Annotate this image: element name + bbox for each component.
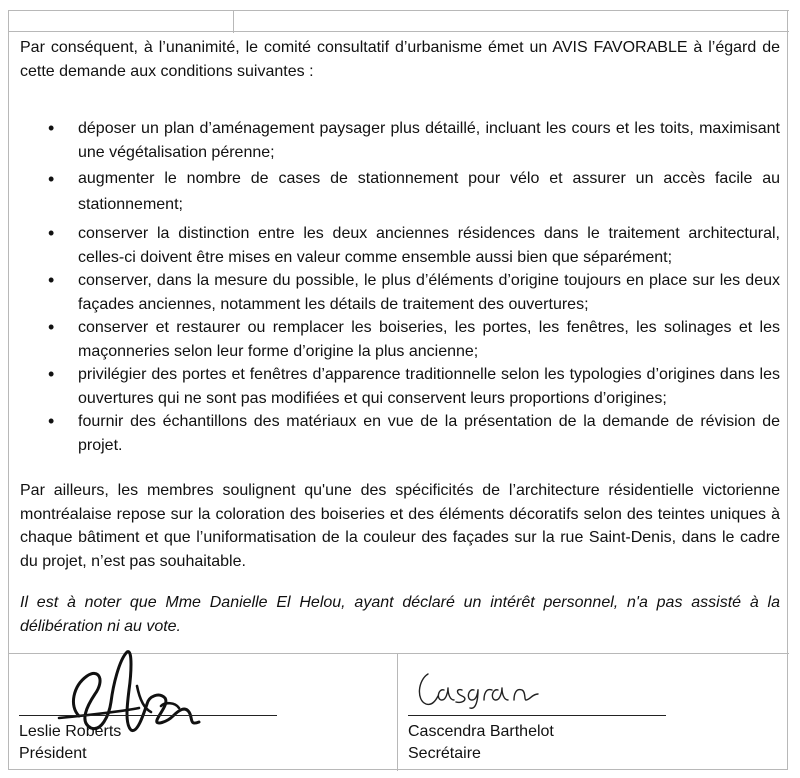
condition-item: • fournir des échantillons des matériaux en vue de la présentation de la demande de révision de projet. (20, 410, 780, 457)
president-signature-block (9, 654, 397, 771)
document-page (8, 10, 788, 770)
decision-body (20, 36, 780, 638)
remark-paragraph: Par ailleurs, les membres soulignent qu'une des spécificités de l’architecture résidentielle victorienne montréalaise repose sur la coloration des boiseries et des éléments décoratifs selon des teintes uniques à chaque bâtiment et que l’uniformatisation de la couleur des façades sur la rue Saint-Denis, dans le cadre du projet, n’est pas souhaitable. (20, 482, 780, 570)
secretary-signature-block (398, 654, 786, 771)
president-role: Président (19, 745, 87, 762)
secretary-signature-line (408, 715, 666, 716)
conflict-note: Il est à noter que Mme Danielle El Helou, ayant déclaré un intérêt personnel, n'a pas assisté à la délibération ni au vote. (20, 594, 780, 635)
secretary-role: Secrétaire (408, 745, 481, 762)
secretary-signature (414, 664, 554, 714)
column-divider (233, 11, 234, 33)
signature-row (9, 653, 789, 770)
intro-paragraph: Par conséquent, à l’unanimité, le comité consultatif d’urbanisme émet un AVIS FAVORABLE à l’égard de cette demande aux conditions suivantes : (20, 39, 780, 80)
condition-item: • conserver, dans la mesure du possible, le plus d’éléments d’origine toujours en place sur les deux façades anciennes, notamment les détails de traitement des ouvertures; (20, 269, 780, 316)
condition-item: • conserver et restaurer ou remplacer les boiseries, les portes, les fenêtres, les solinages et les maçonneries selon leur forme d’origine la plus ancienne; (20, 316, 780, 363)
condition-item: • privilégier des portes et fenêtres d’apparence traditionnelle selon les typologies d’origines dans les ouvertures qui ne sont pas modifiées et qui conservent leurs proportions d’origines; (20, 363, 780, 410)
secretary-name: Cascendra Barthelot (408, 723, 554, 740)
condition-item: • conserver la distinction entre les deux anciennes résidences dans le traitement architectural, celles-ci doivent être mises en valeur comme ensemble aussi bien que séparément; (20, 222, 780, 269)
table-header-row (9, 10, 789, 32)
president-signature-line (19, 715, 277, 716)
conditions-list (20, 117, 780, 457)
condition-item: • augmenter le nombre de cases de stationnement pour vélo et assurer un accès facile au stationnement; (20, 166, 780, 218)
president-name: Leslie Roberts (19, 723, 122, 740)
condition-item: • déposer un plan d’aménagement paysager plus détaillé, incluant les cours et les toits, maximisant une végétalisation pérenne; (20, 117, 780, 164)
